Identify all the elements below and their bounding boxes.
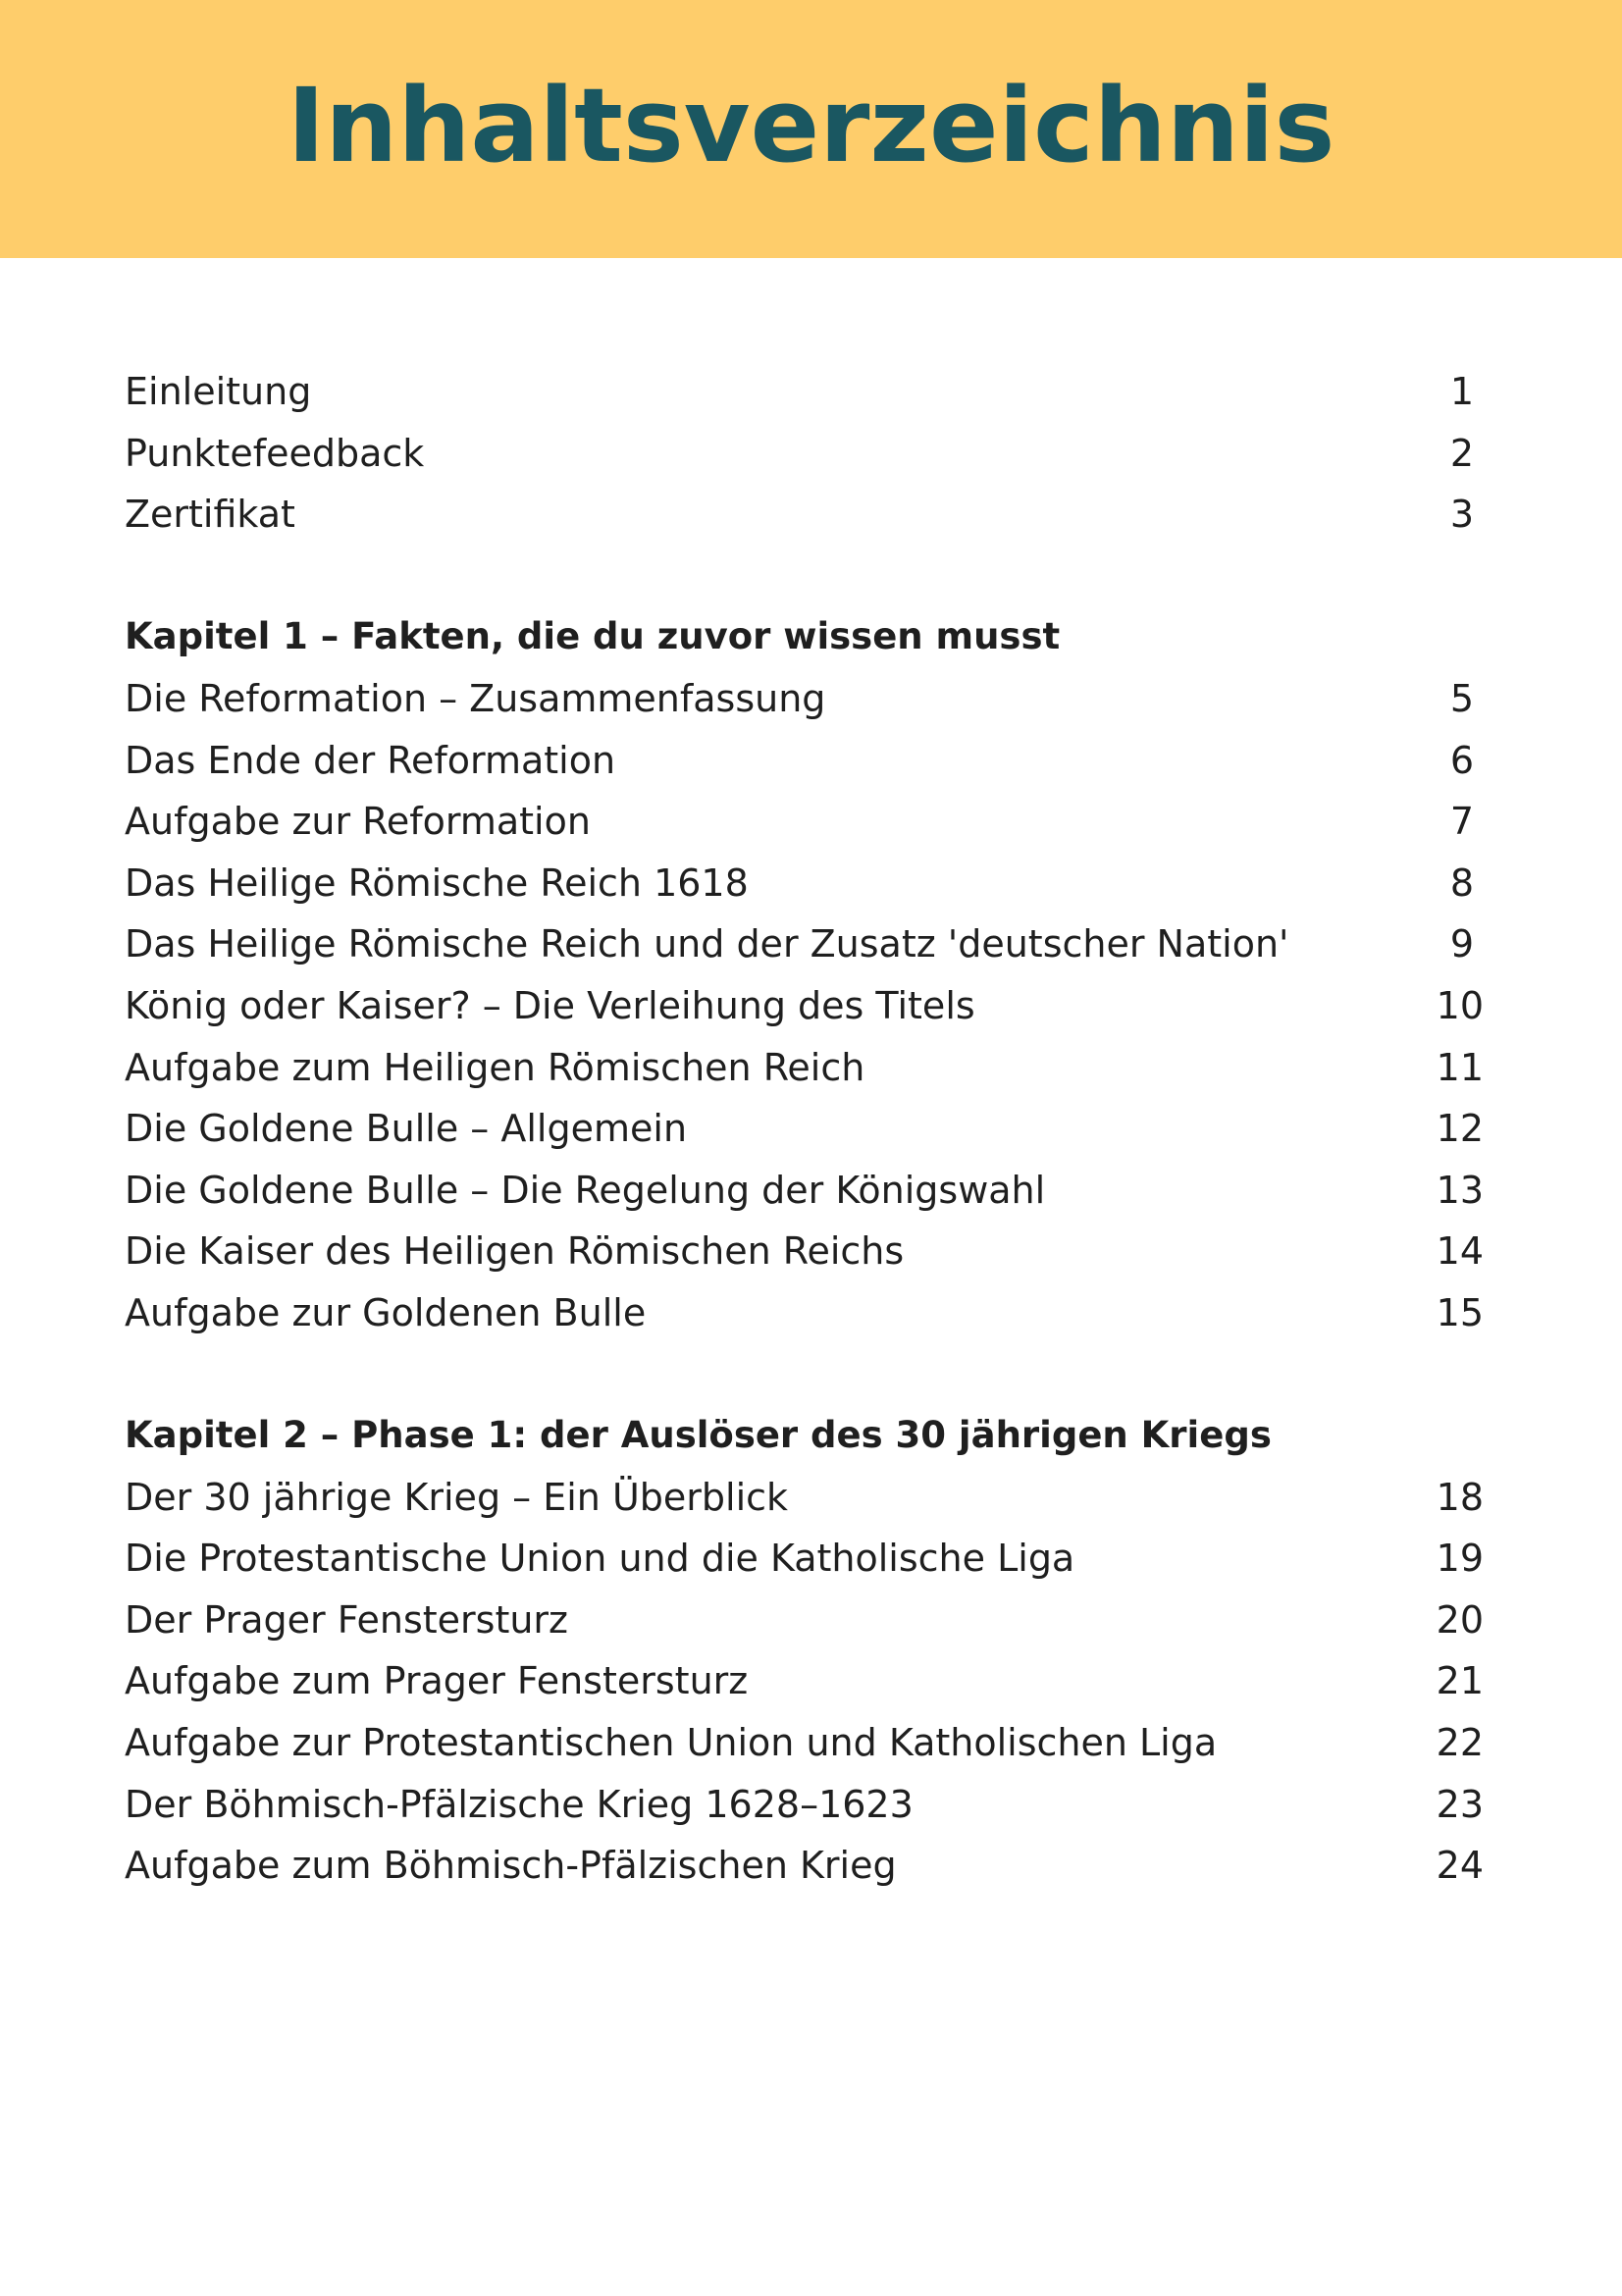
toc-entry[interactable] <box>125 1221 1484 1282</box>
toc-entry-page: 1 <box>1449 370 1474 413</box>
toc-entry-title: Die Goldene Bulle – Allgemein <box>125 1107 688 1151</box>
toc-entry[interactable] <box>125 1774 1484 1836</box>
section-spacer <box>125 1344 1484 1406</box>
toc-entry[interactable] <box>125 1712 1484 1774</box>
toc-entry-page: 6 <box>1449 738 1474 782</box>
toc-entry[interactable] <box>125 1282 1484 1344</box>
toc-entry[interactable] <box>125 1098 1484 1160</box>
toc-entry[interactable] <box>125 1467 1484 1529</box>
toc-entry-title: Die Reformation – Zusammenfassung <box>125 676 826 720</box>
toc-entry[interactable] <box>125 1835 1484 1897</box>
toc-entry-title: Punktefeedback <box>125 431 425 475</box>
toc-entry-title: Aufgabe zum Böhmisch-Pfälzischen Krieg <box>125 1844 897 1888</box>
toc-entry-page: 20 <box>1436 1597 1484 1642</box>
toc-entry-title: Das Heilige Römische Reich und der Zusatz 'deutscher Nation' <box>125 922 1289 966</box>
toc-entry-page: 23 <box>1436 1782 1484 1826</box>
toc-entry-title: Die Goldene Bulle – Die Regelung der Königswahl <box>125 1168 1046 1212</box>
toc-entry[interactable] <box>125 1160 1484 1222</box>
toc-entry-page: 13 <box>1436 1168 1484 1212</box>
toc-entry-title: Aufgabe zur Goldenen Bulle <box>125 1290 647 1334</box>
toc-entry-page: 12 <box>1436 1107 1484 1151</box>
chapter-heading <box>125 606 1484 668</box>
toc-entry-title: Der 30 jährige Krieg – Ein Überblick <box>125 1475 789 1519</box>
toc-entry-page: 21 <box>1436 1659 1484 1703</box>
page-title: Inhaltsverzeichnis <box>287 66 1335 185</box>
toc-entry[interactable] <box>125 1528 1484 1590</box>
toc-entry[interactable] <box>125 1590 1484 1651</box>
toc-entry-page: 11 <box>1436 1045 1484 1089</box>
toc-entry[interactable] <box>125 423 1484 485</box>
toc-entry-title: Die Kaiser des Heiligen Römischen Reichs <box>125 1229 905 1274</box>
toc-entry-page: 19 <box>1436 1537 1484 1581</box>
toc-entry-page: 15 <box>1436 1290 1484 1334</box>
toc-entry[interactable] <box>125 853 1484 914</box>
toc-entry[interactable] <box>125 484 1484 546</box>
toc-entry-title: Die Protestantische Union und die Katholische Liga <box>125 1537 1075 1581</box>
toc-entry-page: 9 <box>1449 922 1474 966</box>
toc-entry-title: König oder Kaiser? – Die Verleihung des Titels <box>125 983 975 1027</box>
toc-entry[interactable] <box>125 791 1484 853</box>
toc-entry-title: Der Böhmisch-Pfälzische Krieg 1628–1623 <box>125 1782 914 1826</box>
toc-entry-title: Der Prager Fenstersturz <box>125 1597 568 1642</box>
toc-entry-title: Zertifikat <box>125 493 295 537</box>
toc-entry-page: 7 <box>1449 800 1474 844</box>
toc-entry-page: 8 <box>1449 861 1474 905</box>
toc-entry-title: Aufgabe zur Protestantischen Union und Katholischen Liga <box>125 1721 1218 1765</box>
toc-entry-title: Aufgabe zur Reformation <box>125 800 591 844</box>
toc-entry-page: 24 <box>1436 1844 1484 1888</box>
chapter-heading-text: Kapitel 2 – Phase 1: der Auslöser des 30 jährigen Kriegs <box>125 1414 1272 1457</box>
header-banner <box>0 0 1622 258</box>
toc-entry-page: 14 <box>1436 1229 1484 1274</box>
toc-entry[interactable] <box>125 1037 1484 1099</box>
toc-entry[interactable] <box>125 361 1484 423</box>
toc-entry-title: Das Heilige Römische Reich 1618 <box>125 861 749 905</box>
toc-entry[interactable] <box>125 730 1484 792</box>
toc-entry-title: Das Ende der Reformation <box>125 738 616 782</box>
toc-entry-page: 18 <box>1436 1475 1484 1519</box>
section-spacer <box>125 546 1484 607</box>
chapter-heading <box>125 1405 1484 1467</box>
toc-entry-page: 3 <box>1449 493 1474 537</box>
toc-entry[interactable] <box>125 668 1484 730</box>
toc-entry-page: 2 <box>1449 431 1474 475</box>
toc-entry[interactable] <box>125 975 1484 1037</box>
toc-entry-page: 5 <box>1449 676 1474 720</box>
toc-entry-title: Aufgabe zum Heiligen Römischen Reich <box>125 1045 865 1089</box>
table-of-contents <box>125 361 1484 1897</box>
toc-entry-title: Einleitung <box>125 370 312 413</box>
toc-entry[interactable] <box>125 1650 1484 1712</box>
toc-entry-page: 22 <box>1436 1721 1484 1765</box>
chapter-heading-text: Kapitel 1 – Fakten, die du zuvor wissen musst <box>125 615 1061 658</box>
toc-entry-page: 10 <box>1436 983 1484 1027</box>
toc-entry-title: Aufgabe zum Prager Fenstersturz <box>125 1659 749 1703</box>
toc-entry[interactable] <box>125 913 1484 975</box>
